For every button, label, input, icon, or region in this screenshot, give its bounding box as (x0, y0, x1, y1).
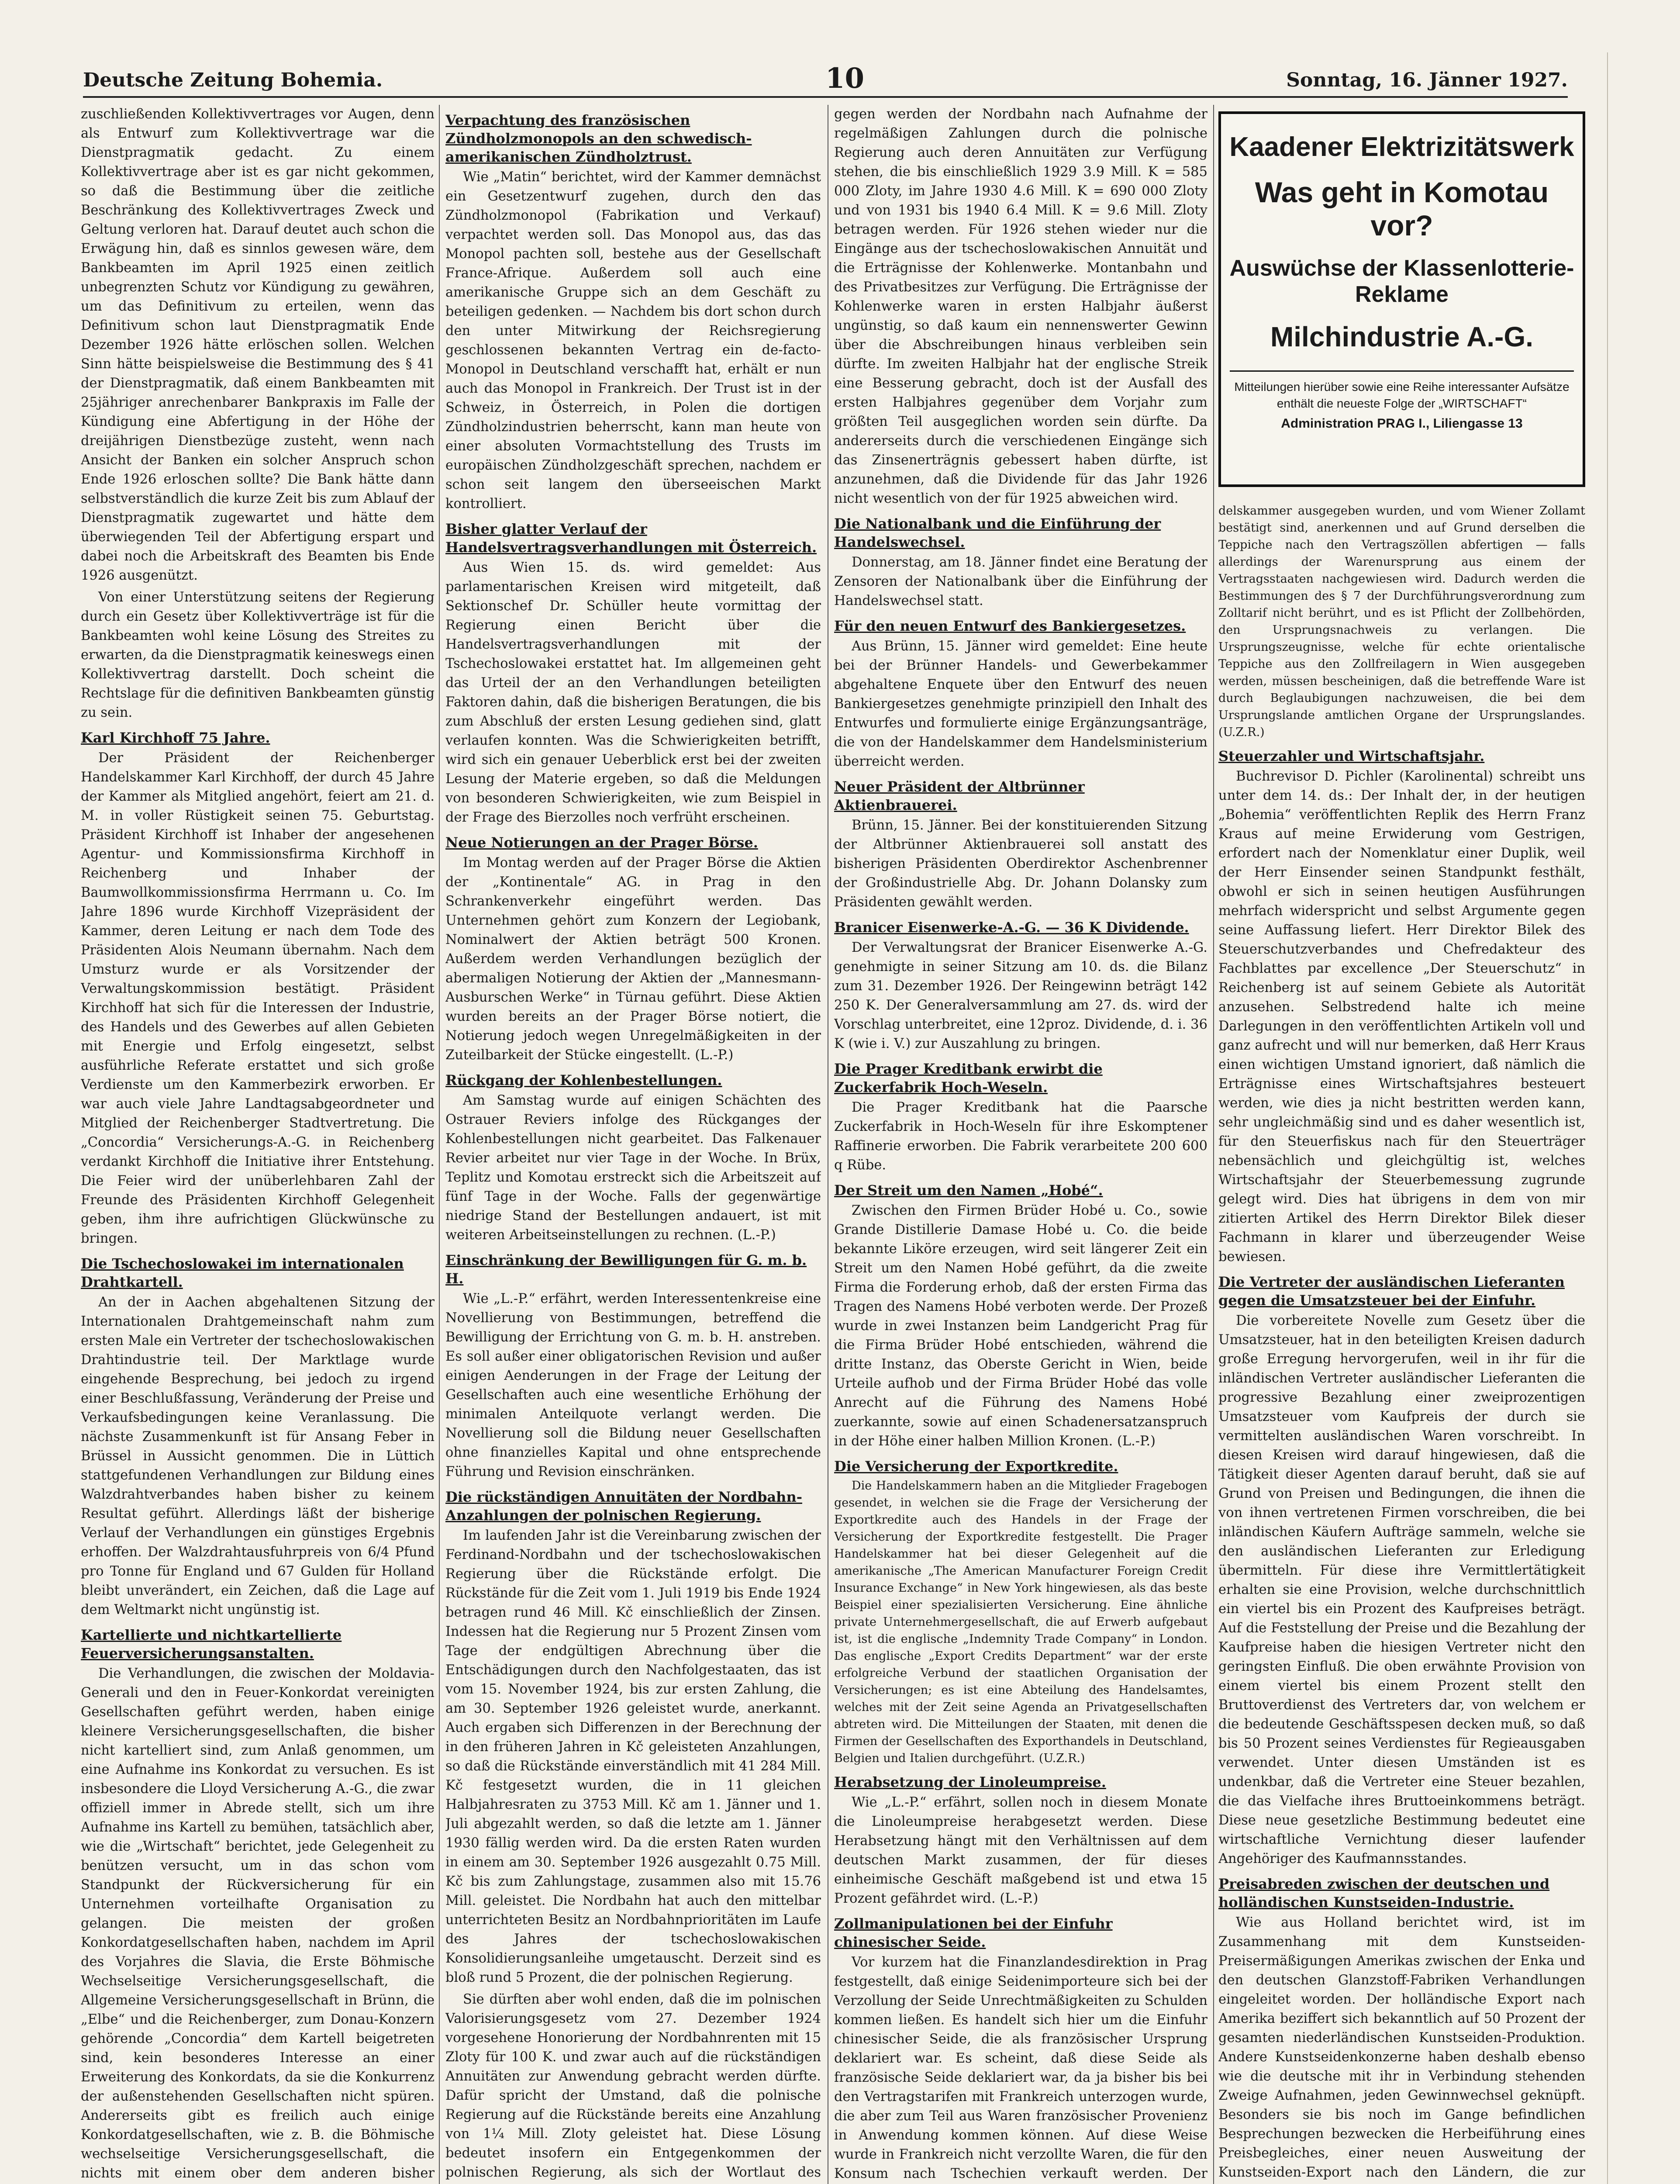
article-paragraph: Zwischen den Firmen Brüder Hobé u. Co., sowie Grande Distillerie Damase Hobé u. Co. die beide bekannte Liköre erzeugen, wird seit längerer Zeit ein Streit um den Namen Hobé geführt, da die zweite Firma die Forderung erhob, daß der ersten Firma das Tragen des Namens Hobé verboten werde. Der Prozeß wurde in zwei Instanzen beim Landgericht Prag für die Firma Brüder Hobé entschieden, während die dritte Instanz, das Oberste Gericht in Wien, beide Urteile aufhob und der Firma Brüder Hobé das volle Anrecht auf die Führung des Namens Hobé zuerkannte, sowie auf einen Schadenersatzanspruch in der Höhe einer halben Million Kronen. (L.-P.) (834, 1203, 1207, 1449)
article-paragraph: Die Prager Kreditbank hat die Paarsche Zuckerfabrik in Hoch-Weseln für ihre Eskomptener Raffinerie erworben. Die Fabrik verarbeitete 200 600 q Rübe. (834, 1100, 1207, 1173)
article-paragraph: An der in Aachen abgehaltenen Sitzung der Internationalen Drahtgemeinschaft nahm zum ersten Male ein Vertreter der tschechoslowakischen Drahtindustrie teil. Der Marktlage wurde eingehende Besprechung, bei jedoch zu irgend einer Beschlußfassung, Veränderung der Preise und Verkaufsbedingungen keine Veranlassung. Die nächste Zusammenkunft ist für Ansang Feber in Brüssel in Aussicht genommen. Die in Lüttich stattgefundenen Verhandlungen zur Bildung eines Walzdrahtverbandes haben bisher zu keinem Resultat geführt. Allerdings läßt der bisherige Verlauf der Verhandlungen ein günstiges Ergebnis erhoffen. Der Walzdrahtausfuhrpreis von 6/4 Pfund pro Tonne für England und 67 Gulden für Holland bleibt unverändert, ein Zeichen, daß die Lage auf dem Weltmarkt nicht ungünstig ist. (81, 1295, 435, 1617)
advertisement-box (1218, 111, 1585, 487)
page-header (83, 62, 1568, 98)
article-heading: Steuerzahler und Wirtschaftsjahr. (1218, 748, 1485, 764)
article-heading: Karl Kirchhoff 75 Jahre. (81, 729, 270, 746)
article-heading: Neue Notierungen an der Prager Börse. (445, 834, 758, 851)
article-heading: Verpachtung des französischen Zündholzmonopols an den schwedisch-amerikanischen Zündholztrust. (445, 112, 752, 165)
column-4 (1218, 502, 1585, 2184)
article-paragraph: Aus Brünn, 15. Jänner wird gemeldet: Eine heute bei der Brünner Handels- und Gewerbekammer abgehaltene Enquete über den Entwurf des neuen Bankiergesetzes genehmigte prinzipiell den Inhalt des Entwurfes und formulierte einige Ergänzungsanträge, die von der Handelskammer dem Handelsministerium überreicht werden. (834, 639, 1207, 769)
article-heading: Einschränkung der Bewilligungen für G. m. b. H. (445, 1252, 807, 1287)
article-paragraph: Brünn, 15. Jänner. Bei der konstituierenden Sitzung der Altbrünner Aktienbrauerei soll anstatt des bisherigen Präsidenten Oberdirektor Aschenbrenner der Großindustrielle Abg. Dr. Johann Dolansky zum Präsidenten gewählt werden. (834, 818, 1207, 910)
column-2 (445, 105, 821, 2184)
ad-address: Administration PRAG I., Liliengasse 13 (1281, 416, 1523, 431)
article-heading: Zollmanipulationen bei der Einfuhr chinesischer Seide. (834, 1915, 1113, 1950)
article-heading: Bisher glatter Verlauf der Handelsvertragsverhandlungen mit Österreich. (445, 521, 817, 556)
issue-date: Sonntag, 16. Jänner 1927. (1286, 69, 1568, 91)
article-paragraph: Am Samstag wurde auf einigen Schächten des Ostrauer Reviers infolge des Rückganges der Kohlenbestellungen nicht gearbeitet. Das Falkenauer Revier arbeitet nur vier Tage in der Woche. In Brüx, Teplitz und Komotau erstreckt sich die Arbeitszeit auf fünf Tage in der Woche. Falls der gegenwärtige niedrige Stand der Bestellungen andauert, ist mit weiteren Arbeitseinstellungen zu rechnen. (L.-P.) (445, 1093, 821, 1243)
column-3 (834, 105, 1207, 2184)
article-paragraph: Die Handelskammern haben an die Mitglieder Fragebogen gesendet, in welchen sie die Frage der Versicherung der Exportkredite auch des Handels in der Frage der Versicherung der Exportkredite festgestellt. Die Prager Handelskammer hat bei dieser Gelegenheit auf die amerikanische „The American Manufacturer Foreign Credit Insurance Exchange“ in New York hingewiesen, als das beste Beispiel einer spezialisierten Versicherung. Eine ähnliche private Unternehmergesellschaft, die auf Erwerb aufgebaut ist, ist die englische „Indemnity Trade Company“ in London. Das englische „Export Credits Department“ war der erste erfolgreiche Verbund der staatlichen Organisation der Versicherungen; es ist eine Abteilung des Handelsamtes, welches mit der Zeit seine Agenda an Privatgesellschaften abtreten wird. Die Mitteilungen der Staaten, mit denen die Firmen der Gesellschaften des Exporthandels in Deutschland, Belgien und Italien durchgeführt. (U.Z.R.) (834, 1479, 1207, 1765)
article-paragraph: Aus Wien 15. ds. wird gemeldet: Aus parlamentarischen Kreisen wird mitgeteilt, daß Sektionschef Dr. Schüller heute vormittag der Regierung einen Bericht über die Handelsvertragsverhandlungen mit der Tschechoslowakei erstattet hat. Im allgemeinen geht das Urteil der an den Verhandlungen beteiligten Faktoren dahin, daß die bisherigen Beratungen, die bis zum Abschluß der ersten Lesung gediehen sind, glatt verlaufen konnten. Was die Schwierigkeiten betrifft, wird sich ein genauer Ueberblick erst bei der zweiten Lesung der Materie ergeben, so daß die Meldungen von besonderen Schwierigkeiten, wie zum Beispiel in der Frage des Bierzolles noch verfrüht erscheinen. (445, 560, 821, 825)
article-heading: Rückgang der Kohlenbestellungen. (445, 1072, 722, 1089)
article-paragraph: Im laufenden Jahr ist die Vereinbarung zwischen der Ferdinand-Nordbahn und der tschechoslowakischen Regierung über die Rückstände erfolgt. Die Rückstände für die Zeit vom 1. Juli 1919 bis Ende 1924 betragen rund 46 Mill. Kč einschließlich der Zinsen. Indessen hat die Regierung nur 5 Prozent Zinsen vom Tage der endgültigen Abrechnung über die Entschädigungen durch den Nachfolgestaaten, das ist vom 15. November 1924, bis zur ersten Zahlung, die am 30. September 1926 geleistet wurde, anerkannt. Auch ergaben sich Differenzen in der Berechnung der in den früheren Jahren in Kč geleisteten Anzahlungen, so daß die Rückstände einverständlich mit 41 284 Mill. Kč festgesetzt wurden, die in 11 gleichen Halbjahresraten zu 3753 Mill. Kč am 1. Jänner und 1. Juli abgezahlt werden, so daß die letzte am 1. Jänner 1930 fällig werden wird. Da die ersten Raten wurden in einem am 30. September 1926 ausgezahlt 0.75 Mill. Kč bis zum Zahlungstage, zusammen also mit 15.76 Mill. geleistet. Die Nordbahn hat auch den mittelbar unterrichteten Besitz an Nordbahnprioritäten im Laufe des Jahres der tschechoslowakischen Konsolidierungsanleihe umgetauscht. Derzeit sind es bloß rund 5 Prozent, die der polnischen Regierung. (445, 1528, 821, 1985)
article-heading: Die Prager Kreditbank erwirbt die Zuckerfabrik Hoch-Weseln. (834, 1061, 1103, 1095)
ad-line-2: Was geht in Komotau vor? (1255, 176, 1549, 242)
article-heading: Die Nationalbank und die Einführung der Handelswechsel. (834, 515, 1161, 550)
article-heading: Herabsetzung der Linoleumpreise. (834, 1774, 1106, 1790)
newspaper-name: Deutsche Zeitung Bohemia. (83, 69, 383, 91)
article-heading: Die Tschechoslowakei im internationalen Drahtkartell. (81, 1255, 404, 1290)
article-paragraph: Der Präsident der Reichenberger Handelskammer Karl Kirchhoff, der durch 45 Jahre der Kammer als Mitglied angehört, feiert am 21. d. M. in voller Rüstigkeit seinen 75. Geburtstag. Präsident Kirchhoff ist Inhaber der angesehenen Agentur- und Kommissionsfirma Kirchhoff in Reichenberg und Inhaber der Baumwollkommissionsfirma Herrmann u. Co. Im Jahre 1896 wurde Kirchhoff Vizepräsident der Kammer, deren Leitung er nach dem Tode des Präsidenten Alois Neumann übernahm. Nach dem Umsturz wurde er als Vorsitzender der Verwaltungskommission bestätigt. Präsident Kirchhoff hat sich für die Interessen der Industrie, des Handels und des Gewerbes auf allen Gebieten mit Energie und Erfolg eingesetzt, selbst ausführliche Referate erstattet und sich große Verdienste um den Kammerbezirk erworben. Er war auch viele Jahre Landtagsabgeordneter und Mitglied der Reichenberger Stadtvertretung. Die „Concordia“ Versicherungs-A.-G. in Reichenberg verdankt Kirchhoff die Initiative ihrer Entstehung. Die Feier wird der unüberlehbaren Zahl der Freunde des Präsidenten Kirchhoff Gelegenheit geben, ihm ihre aufrichtigen Glückwünsche zu bringen. (81, 750, 435, 1246)
article-paragraph: Die vorbereitete Novelle zum Gesetz über die Umsatzsteuer, hat in den beteiligten Kreisen dadurch große Erregung hervorgerufen, weil in ihr für die inländischen Vertreter ausländischer Lieferanten die progressive Bezahlung einer zweiprozentigen Umsatzsteuer vom Kaufpreis der durch sie vermittelten ausländischen Waren vorschreibt. In diesen Kreisen wird darauf hingewiesen, daß die Tätigkeit dieser Agenten darauf beruht, daß sie auf Grund von Preisen und Bedingungen, die ihnen die von ihnen vertretenen Firmen vorschreiben, die bei inländischen Käufern Aufträge sammeln, welche sie den ausländischen Lieferanten zur Erledigung übermitteln. Für diese ihre Vermittlertätigkeit erhalten sie eine Provision, welche durchschnittlich ein viertel bis ein Prozent des Kaufpreises beträgt. Auf die Feststellung der Preise und die Bezahlung der Kaufpreise haben die hiesigen Vertreter nicht den geringsten Einfluß. Die oben erwähnte Provision von einem viertel bis einem Prozent stellt den Bruttoverdienst des Vertreters dar, von welchem er die bedeutende Geschäftsspesen decken muß, so daß bis 50 Prozent seines Verdienstes für Regieausgaben verwendet. Unter diesen Umständen ist es undenkbar, daß die Vertreter eine Steuer bezahlen, die das Vielfache ihres Bruttoeinkommens beträgt. Diese neue gesetzliche Bestimmung bedeutet eine wirtschaftliche Vernichtung dieser laufender Angehöriger des Kaufmannsstandes. (1218, 1313, 1585, 1866)
article-heading: Der Streit um den Namen „Hobé“. (834, 1182, 1103, 1199)
article-paragraph: Wie „L.-P.“ erfährt, sollen noch in diesem Monate die Linoleumpreise herabgesetzt werden. Diese Herabsetzung hängt mit den Verhältnissen auf dem deutschen Markt zusammen, der für dieses einheimische Geschäft maßgebend ist und etwa 15 Prozent gefährdet wird. (L.-P.) (834, 1795, 1207, 1906)
article-paragraph: Wie „Matin“ berichtet, wird der Kammer demnächst ein Gesetzentwurf zugehen, durch den das Zündholzmonopol (Fabrikation und Verkauf) verpachtet werden soll. Das Monopol aus, das das Monopol pachten soll, bestehe aus der Gesellschaft France-Afrique. Außerdem soll auch eine amerikanische Gruppe sich an dem Geschäft zu beteiligen gedenken. — Nachdem bis dort schon durch den unter Mitwirkung der Reichsregierung geschlossenen bekannten Vertrag ein de-facto-Monopol in Deutschland verschafft hat, erhält er nun auch das Monopol in Frankreich. Der Trust ist in der Schweiz, in Österreich, in Polen die dortigen Zündholzindustrien beherrscht, kann man heute von einer absoluten Vormachtstellung des Trusts im europäischen Zündholzgeschäft sprechen, nachdem er schon seit langem den überseeischen Markt kontrolliert. (445, 169, 821, 511)
article-paragraph: Vor kurzem hat die Finanzlandesdirektion in Prag festgestellt, daß einige Seidenimporteure sich bei der Verzollung der Seide Unrechtmäßigkeiten zu Schulden kommen ließen. Es handelt sich hier um die Einfuhr chinesischer Seide, die als französischer Ursprung deklariert war. Es scheint, daß diese Seide als französische Seide deklariert war, da ja bisher bis bei den Vertragstarifen mit Frankreich unterzogen wurde, die aber zum Teil aus Waren französischer Provenienz in Anwendung kommen können. Auf diese Weise wurde in Frankreich nicht verzollte Waren, die für den Konsum nach Tschechien verkauft werden. Der (834, 1955, 1207, 2181)
ad-divider (1230, 370, 1574, 372)
article-paragraph: Wie aus Holland berichtet wird, ist im Zusammenhang mit dem Kunstseiden-Preisermäßigungen Amerikas zwischen der Enka und den deutschen Glanzstoff-Fabriken Verhandlungen eingeleitet worden. Der holländische Export nach Amerika beziffert sich bekanntlich auf 50 Prozent der gesamten niederländischen Kunstseiden-Produktion. Andere Kunstseidenkonzerne haben deshalb ebenso wie die deutsche mit ihr in Verbindung stehenden Zweige Aufnahmen, jeden Gewinnwechsel geknüpft. Besonders sie bis noch im Gange befindlichen Besprechungen bezwecken die Herbeiführung eines Preisbegleiches, einer neuen Ausweitung der Kunstseiden-Export nach den Ländern, die zur (1218, 1915, 1585, 2180)
ad-line-1: Kaadener Elektrizitätswerk (1229, 132, 1574, 162)
article-heading: Preisabreden zwischen der deutschen und holländischen Kunstseiden-Industrie. (1218, 1876, 1550, 1911)
article-heading: Neuer Präsident der Altbrünner Aktienbrauerei. (834, 778, 1085, 813)
article-paragraph: Wie „L.-P.“ erfährt, werden Interessentenkreise eine Novellierung von Bestimmungen, betreffend die Bewilligung der Errichtung von G. m. b. H. anstreben. Es soll außer einer obligatorischen Revision und außer einigen Aenderungen in der Frage der Leitung der Gesellschaften auch eine wesentliche Erhöhung der minimalen Anteilquote verlangt werden. Die Novellierung soll die Bildung neuer Gesellschaften ohne finanzielles Kapital und ohne entsprechende Führung und Revision einschränken. (445, 1291, 821, 1479)
article-heading: Branicer Eisenwerke-A.-G. — 36 K Dividende. (834, 919, 1189, 936)
article-paragraph: Von einer Unterstützung seitens der Regierung durch ein Gesetz über Kollektivverträge ist für die Bankbeamten wohl keine Lösung des Streites zu erwarten, da die Dienstpragmatik keineswegs einen Kollektivvertrag darstellt. Doch scheint die Rechtslage für die definitiven Bankbeamten günstig zu sein. (81, 590, 435, 720)
article-heading: Kartellierte und nichtkartellierte Feuerversicherungsanstalten. (81, 1627, 342, 1662)
column-1 (81, 105, 435, 2184)
column-rule (439, 105, 440, 2184)
page-edge-line (1607, 52, 1608, 2184)
article-paragraph: Sie dürften aber wohl enden, daß die im polnischen Valorisierungsgesetz vom 27. Dezember 1924 vorgesehene Honorierung der Nordbahnrenten mit 15 Zloty für 100 K. und zwar auch auf die rückständigen Annuitäten zur Anwendung gebracht werden dürfte. Dafür spricht der Umstand, daß die polnische Regierung auf die Rückstände bereits eine Anzahlung von 1¼ Mill. Zloty geleistet hat. Diese Lösung bedeutet insofern ein Entgegenkommen der polnischen Regierung, als sich der Wortlaut des (445, 1992, 821, 2180)
page-number: 10 (825, 62, 865, 95)
ad-line-3: Auswüchse der Klassenlotterie-Reklame (1229, 256, 1574, 307)
article-paragraph: delskammer ausgegeben wurden, und vom Wiener Zollamt bestätigt sind, anerkennen und auf Grund derselben die Teppiche nach den Vertragszöllen abfertigen — falls allerdings der Warenursprung aus einem der Vertragsstaaten nachgewiesen wird. Dadurch werden die Bestimmungen des § 7 der Durchführungsverordnung zum Zolltarif nicht berührt, und es ist Pflicht der Zollbehörden, den Ursprungsnachweis zu verlangen. Die Ursprungszeugnisse, welche für echte orientalische Teppiche aus den Zollfreilagern in Wien ausgegeben werden, müssen bescheinigen, daß die betreffende Ware ist durch Beglaubigungen nachzuweisen, die bei dem Ursprungslande amtlichen Organe der Ursprungslandes. (U.Z.R.) (1218, 504, 1585, 739)
article-heading: Die Versicherung der Exportkredite. (834, 1458, 1118, 1475)
article-paragraph: Buchrevisor D. Pichler (Karolinental) schreibt uns unter dem 14. ds.: Der Inhalt der, in der heutigen „Bohemia“ veröffentlichten Replik des Herrn Franz Kraus auf meine Erwiderung vom Gestrigen, erfordert nach der Nomenklatur einer Duplik, weil der Herr Einsender seinen Standpunkt festhält, obwohl er sich in seinen heutigen Ausführungen mehrfach widerspricht und selbst Argumente gegen seine Auffassung liefert. Herr Direktor Bilek des Steuerschutzverbandes und Chefredakteur des Fachblattes par excellence „Der Steuerschutz“ in Reichenberg ist auf seinem Gebiete als Autorität anzusehen. Selbstredend halte ich meine Darlegungen in den veröffentlichten Artikeln voll und ganz aufrecht und will nur bemerken, daß Herr Kraus einen wichtigen Umstand ignoriert, daß nämlich die Erträgnisse eines Wirtschaftsjahres besteuert werden, wie dies ja nicht bestritten werden kann, sehr ungleichmäßig sind und es daher wesentlich ist, für den Steuerfiskus nach für den Steuerträger nebensächlich und gleichgültig ist, welches Wirtschaftsjahr der Steuerbemessung zugrunde gelegt wird. Dies hat übrigens in dem von mir zitierten Artikel des Herrn Direktor Bilek dieser Fachmann in klarer und überzeugender Weise bewiesen. (1218, 769, 1585, 1265)
article-paragraph: zuschließenden Kollektivvertrages vor Augen, denn als Entwurf zum Kollektivvertrage war die Dienstpragmatik gedacht. Zu einem Kollektivvertrage aber ist es gar nicht gekommen, so daß die Bestimmung über die zeitliche Beschränkung des Kollektivvertrages Zweck und Geltung verloren hat. Darauf deutet auch schon die Erwägung hin, daß es sinnlos gewesen wäre, dem Bankbeamten im April 1925 einen zeitlich unbegrenzten Schutz vor Kündigung zu gewähren, um das Definitivum zu erteilen, wenn das Definitivum schon laut Dienstpragmatik Ende Dezember 1926 hätte erlöschen sollen. Welchen Sinn hätte beispielsweise die Bestimmung des § 41 der Dienstpragmatik, daß einem Bankbeamten mit 25jähriger anrechenbarer Bankpraxis im Falle der Kündigung eine Abfertigung in der Höhe der dreijährigen Dienstbezüge zusteht, wenn nach Ansicht der Banken ein solcher Anspruch schon Ende 1926 erloschen sollte? Die Bank hätte dann selbstverständlich die kurze Zeit bis zum Ablauf der Dienstpragmatik zugewartet und hätte dem überwiegenden Teil der Abfertigung erspart und dabei noch die Arbeitskraft des Beamten bis Ende 1926 ausgenützt. (81, 107, 435, 583)
article-paragraph: Die Verhandlungen, die zwischen der Moldavia-Generali und den in Feuer-Konkordat vereinigten Gesellschaften geführt werden, haben einige kleinere Versicherungsgesellschaften, die bisher nicht kartelliert sind, zum Anlaß genommen, um eine Aufnahme ins Konkordat zu versuchen. Es ist insbesondere die Lloyd Versicherung A.-G., die zwar offiziell immer in Abrede stellt, sich um ihre Aufnahme ins Kartell zu bemühen, tatsächlich aber, wie die „Wirtschaft“ berichtet, jede Gelegenheit zu benützen versucht, um in das schon vom Standpunkt der Rückversicherung für ein Unternehmen vorteilhafte Organisation zu gelangen. Die meisten der großen Konkordatgesellschaften haben, nachdem im April des Vorjahres die Slavia, die Erste Böhmische Wechselseitige Versicherungsgesellschaft, die Allgemeine Versicherungsgesellschaft in Brünn, die „Elbe“ und die Reichenberger, zum Donau-Konzern gehörende „Concordia“ dem Kartell beigetreten sind, kein besonderes Interesse an einer Erweiterung des Konkordats, da sie die Konkurrenz der außenstehenden Gesellschaften nicht spüren. Andererseits gibt es freilich auch einige Konkordatgesellschaften, wie z. B. die Böhmische wechselseitige Versicherungsgesellschaft, die nichts mit einem ober dem anderen bisher (81, 1666, 435, 2181)
column-rule (1213, 105, 1214, 2184)
ad-note: Mitteilungen hierüber sowie eine Reihe interessanter Aufsätze enthält die neueste Folge der „WIRTSCHAFT“ (1234, 380, 1570, 410)
ad-line-4: Milchindustrie A.-G. (1270, 321, 1534, 352)
article-heading: Für den neuen Entwurf des Bankiergesetzes. (834, 618, 1186, 634)
article-heading: Die rückständigen Annuitäten der Nordbahn-Anzahlungen der polnischen Regierung. (445, 1489, 802, 1524)
article-paragraph: Der Verwaltungsrat der Branicer Eisenwerke A.-G. genehmigte in seiner Sitzung am 10. ds. die Bilanz zum 31. Dezember 1926. Der Reingewinn beträgt 142 250 K. Der Generalversammlung am 27. ds. wird der Vorschlag unterbreitet, eine 12proz. Dividende, d. i. 36 K (wie i. V.) zur Auszahlung zu bringen. (834, 940, 1207, 1051)
article-paragraph: gegen werden der Nordbahn nach Aufnahme der regelmäßigen Zahlungen durch die polnische Regierung auch deren Annuitäten zur Verfügung stehen, die bis einschließlich 1929 3.9 Mill. K = 585 000 Zloty, im Jahre 1930 4.6 Mill. K = 690 000 Zloty und von 1931 bis 1940 6.4 Mill. K = 9.6 Mill. Zloty betragen werden. Für 1926 stehen wieder nur die Eingänge aus der tschechoslowakischen Annuität und die Erträgnisse der Kohlenwerke. Montanbahn und des Privatbesitzes zur Verfügung. Die Erträgnisse der Kohlenwerke waren in ersten Halbjahr äußerst ungünstig, so daß kaum ein nennenswerter Gewinn über die Abschreibungen hinaus verbleiben sein dürfte. Im zweiten Halbjahr hat der englische Streik eine Besserung gebracht, doch ist der Ausfall des ersten Halbjahres gegenüber dem Vorjahr zum größten Teil ausgeglichen worden sein dürfte. Da andererseits durch die verschiedenen Eingänge sich das Zinsenerträgnis gebessert haben dürfte, ist anzunehmen, daß die Dividende für das Jahr 1926 nicht wesentlich von der für 1925 abweichen wird. (834, 107, 1207, 506)
article-heading: Die Vertreter der ausländischen Lieferanten gegen die Umsatzsteuer bei der Einfuhr. (1218, 1274, 1565, 1309)
article-paragraph: Donnerstag, am 18. Jänner findet eine Beratung der Zensoren der Nationalbank über die Einführung der Handelswechsel statt. (834, 555, 1207, 608)
article-paragraph: Im Montag werden auf der Prager Börse die Aktien der „Kontinentale“ AG. in Prag in den Schrankenverkehr eingeführt werden. Das Unternehmen gehört zum Konzern der Legiobank, Nominalwert der Aktien beträgt 500 Kronen. Außerdem werden Verhandlungen bezüglich der abermaligen Notierung der Aktien der „Mannesmann-Ausburschen Werke“ in Türnau geführt. Diese Aktien wurden bereits an der Prager Börse notiert, die Notierung jedoch wegen Unregelmäßigkeiten in der Zuteilbarkeit der Stücke eingestellt. (L.-P.) (445, 855, 821, 1063)
